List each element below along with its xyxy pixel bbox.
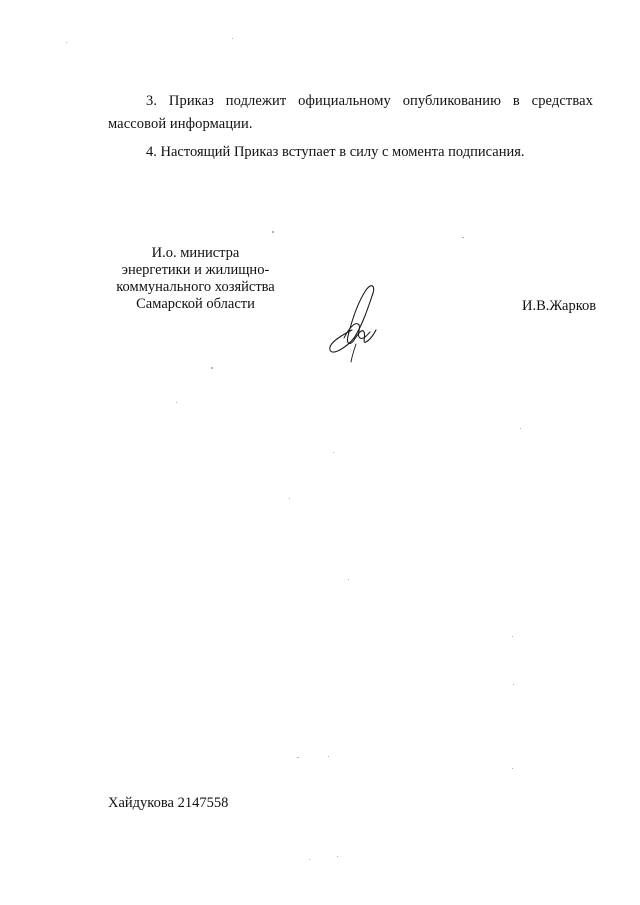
scan-speck [232, 38, 233, 39]
scan-speck [289, 498, 290, 499]
scan-speck [333, 452, 334, 453]
paragraph-3-line-2: массовой информации. [108, 116, 253, 132]
scan-speck [462, 237, 464, 238]
handwritten-signature [318, 278, 388, 363]
signer-name: И.В.Жарков [522, 298, 597, 314]
signer-position-line-4: Самарской области [136, 296, 255, 312]
signer-position [108, 245, 283, 313]
scan-speck [337, 856, 338, 857]
scan-speck [512, 636, 513, 637]
scan-speck [348, 579, 349, 580]
scan-speck [512, 768, 513, 769]
scan-speck [513, 684, 514, 685]
scan-speck [297, 757, 299, 758]
scan-speck [328, 756, 329, 757]
signer-position-line-2: энергетики и жилищно- [121, 262, 270, 278]
scan-speck [66, 42, 67, 43]
scan-speck [272, 231, 274, 233]
executor-contact: Хайдукова 2147558 [108, 795, 229, 811]
paragraph-3 [108, 90, 593, 136]
signer-position-line-1: И.о. министра [151, 245, 240, 261]
signer-position-line-3: коммунального хозяйства [116, 279, 275, 295]
scan-speck [176, 402, 177, 403]
paragraph-4: 4. Настоящий Приказ вступает в силу с момента подписания. [146, 144, 525, 160]
scan-speck [520, 428, 521, 429]
scan-speck [309, 859, 310, 860]
paragraph-3-line-1: 3. Приказ подлежит официальному опубликованию в средствах [146, 93, 593, 109]
scan-speck [211, 367, 213, 369]
